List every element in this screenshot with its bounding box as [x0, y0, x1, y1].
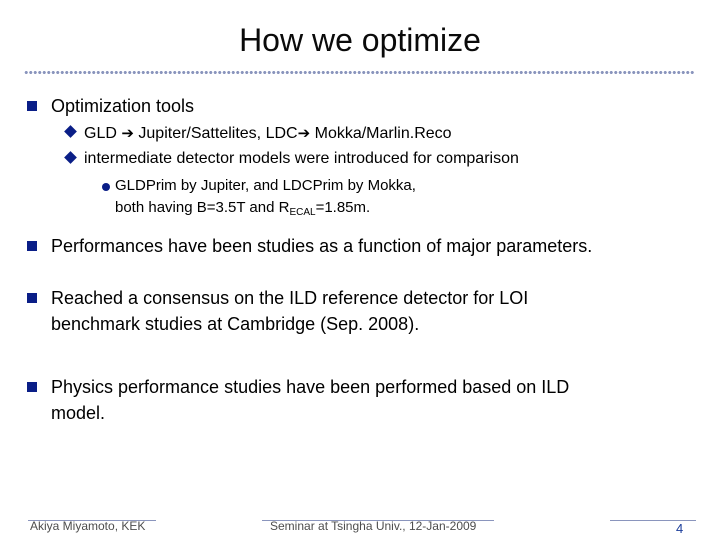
right-arrow-icon: ➔	[121, 124, 134, 142]
diamond-bullet-icon	[64, 151, 77, 164]
subbullet-text: intermediate detector models were introduced for comparison	[84, 150, 519, 167]
subbullet-text	[84, 120, 452, 147]
radius-value-text: =1.85m.	[315, 199, 371, 216]
subsubbullet-text-line2	[115, 197, 370, 219]
footer-event: Seminar at Tsingha Univ., 12-Jan-2009	[270, 519, 477, 533]
mokka-label: Mokka/Marlin.Reco	[314, 125, 452, 142]
jupiter-ldc-label: Jupiter/Sattelites, LDC	[138, 125, 298, 142]
square-bullet-icon	[27, 241, 37, 251]
square-bullet-icon	[27, 293, 37, 303]
subsubbullet-text-line1: GLDPrim by Jupiter, and LDCPrim by Mokka,	[115, 177, 416, 194]
slide-title: How we optimize	[239, 22, 481, 58]
ecal-subscript: ECAL	[289, 207, 316, 218]
bullet-text-line2: model.	[51, 403, 106, 423]
right-arrow-icon: ➔	[297, 124, 311, 142]
bullet-text-line1: Reached a consensus on the ILD reference detector for LOI	[51, 288, 529, 308]
bullet-text: Performances have been studies as a function of major parameters.	[51, 236, 593, 256]
bullet-text: Optimization tools	[51, 96, 195, 116]
diamond-bullet-icon	[64, 125, 77, 138]
footer-author: Akiya Miyamoto, KEK	[30, 519, 146, 533]
gld-label: GLD	[84, 125, 117, 142]
page-number: 4	[676, 521, 684, 536]
round-bullet-icon	[102, 183, 110, 191]
title-divider	[24, 70, 694, 75]
field-radius-text: both having B=3.5T and R	[115, 199, 290, 216]
square-bullet-icon	[27, 101, 37, 111]
square-bullet-icon	[27, 382, 37, 392]
bullet-text-line2: benchmark studies at Cambridge (Sep. 2008).	[51, 314, 420, 334]
bullet-text-line1: Physics performance studies have been performed based on ILD	[51, 377, 570, 397]
